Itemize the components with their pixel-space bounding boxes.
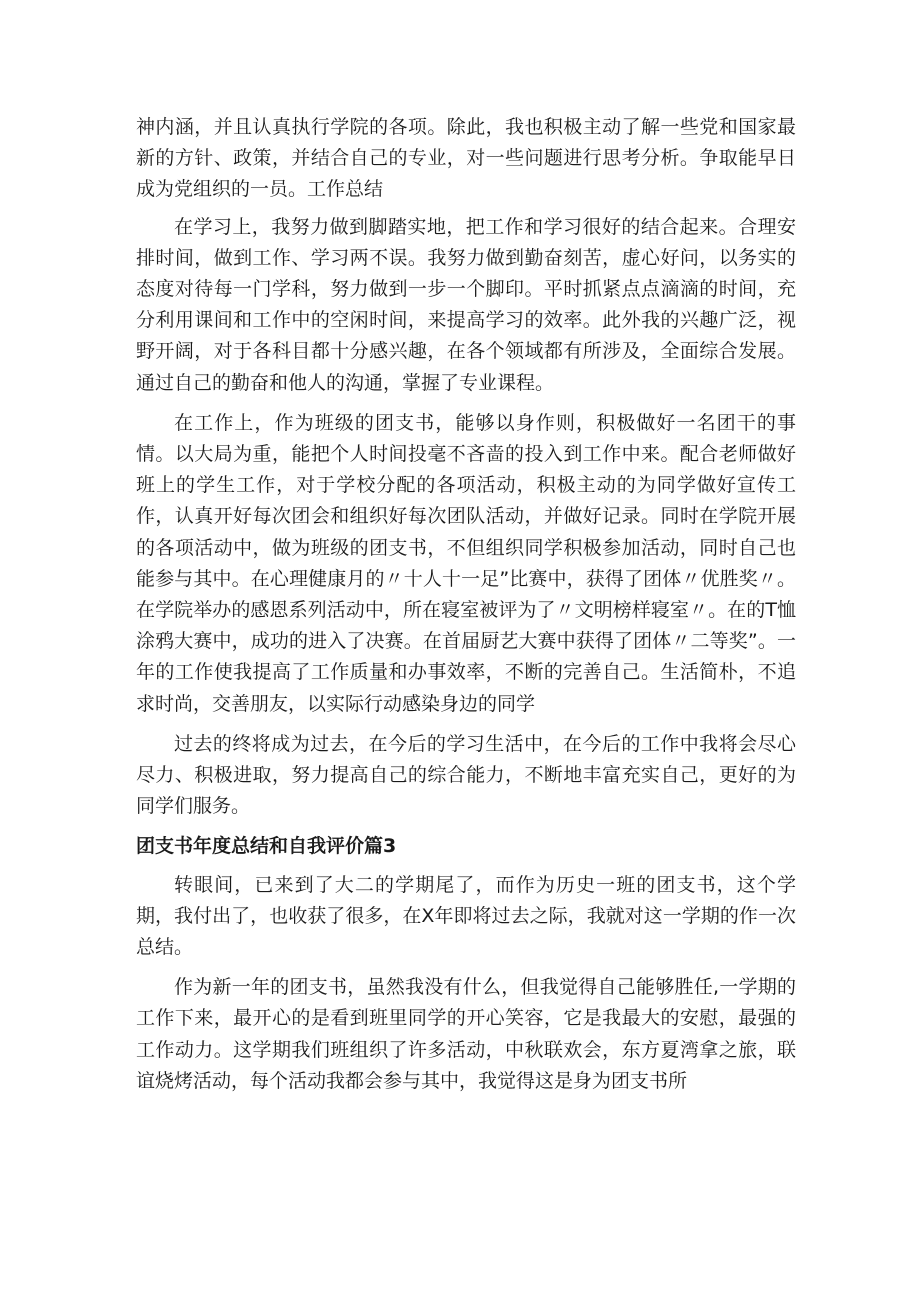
paragraph-future: 过去的终将成为过去，在今后的学习生活中，在今后的工作中我将会尽心尽力、积极进取，努力提高自己的综合能力，不断地丰富充实自己，更好的为同学们服务。 <box>136 732 796 818</box>
paragraph-continuation: 神内涵，并且认真执行学院的各项。除此，我也积极主动了解一些党和国家最新的方针、政策，并结合自己的专业，对一些问题进行思考分析。争取能早日成为党组织的一员。工作总结 <box>136 116 796 201</box>
document-page <box>136 112 796 1106</box>
paragraph-new-year: 作为新一年的团支书，虽然我没有什么，但我觉得自己能够胜任,一学期的工作下来，最开心的是看到班里同学的开心笑容，它是我最大的安慰，最强的工作动力。这学期我们班组织了许多活动，中秋联欢会，东方夏湾拿之旅，联谊烧烤活动，每个活动我都会参与其中，我觉得这是身为团支书所 <box>136 976 796 1092</box>
section-heading: 团支书年度总结和自我评价篇3 <box>136 835 397 858</box>
paragraph-intro: 转眼间，已来到了大二的学期尾了，而作为历史一班的团支书，这个学期，我付出了，也收获了很多，在X年即将过去之际，我就对这一学期的作一次总结。 <box>136 873 796 959</box>
paragraph-study: 在学习上，我努力做到脚踏实地，把工作和学习很好的结合起来。合理安排时间，做到工作、学习两不误。我努力做到勤奋刻苦，虚心好问，以务实的态度对待每一门学科，努力做到一步一个脚印。平时抓紧点点滴滴的时间，充分利用课间和工作中的空闲时间，来提高学习的效率。此外我的兴趣广泛，视野开阔，对于各科目都十分感兴趣，在各个领域都有所涉及，全面综合发展。通过自己的勤奋和他人的沟通，掌握了专业课程。 <box>136 215 796 394</box>
paragraph-work: 在工作上，作为班级的团支书，能够以身作则，积极做好一名团干的事情。以大局为重，能把个人时间投毫不吝啬的投入到工作中来。配合老师做好班上的学生工作，对于学校分配的各项活动，积极主动的为同学做好宣传工作，认真开好每次团会和组织好每次团队活动，并做好记录。同时在学院开展的各项活动中，做为班级的团支书，不但组织同学积极参加活动，同时自己也能参与其中。在心理健康月的〃十人十一足”比赛中，获得了团体〃优胜奖〃。在学院举办的感恩系列活动中，所在寝室被评为了〃文明榜样寝室〃。在的T恤涂鸦大赛中，成功的进入了决赛。在首届厨艺大赛中获得了团体〃二等奖”。一年的工作使我提高了工作质量和办事效率，不断的完善自己。生活简朴，不追求时尚，交善朋友，以实际行动感染身边的同学 <box>136 411 796 715</box>
